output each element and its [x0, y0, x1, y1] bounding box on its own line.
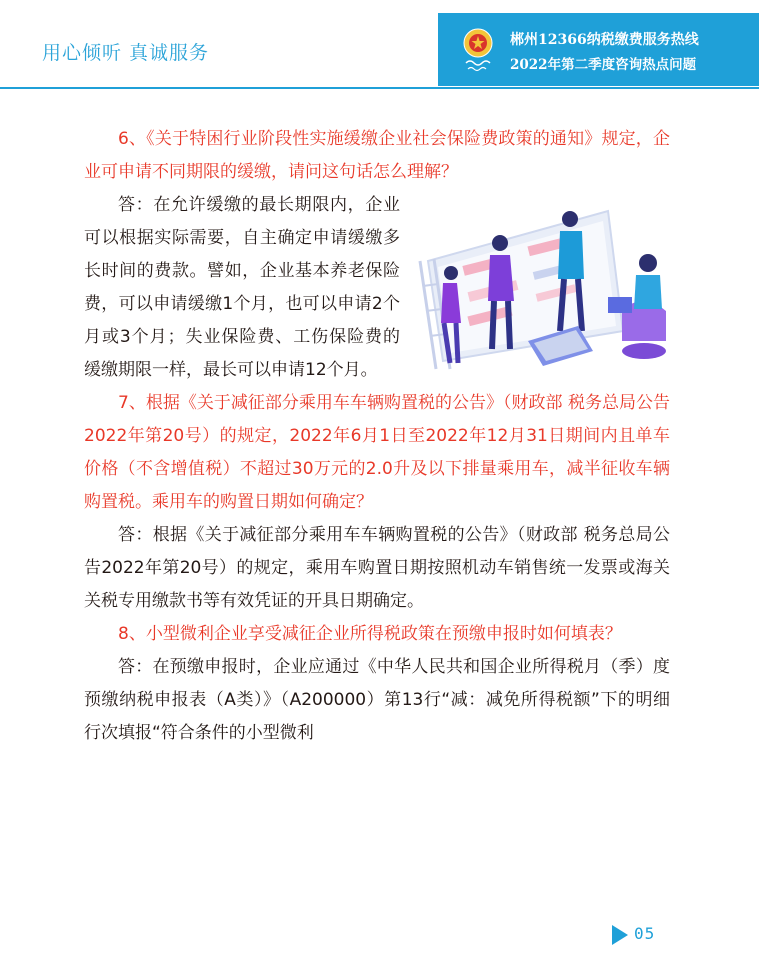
page-arrow-icon [612, 925, 628, 945]
team-illustration [408, 201, 680, 371]
answer-8: 答：在预缴申报时，企业应通过《中华人民共和国企业所得税月（季）度预缴纳税申报表（A类）》（A200000）第13行“减：减免所得税额”下的明细行次填报“符合条件的小型微利 [84, 657, 670, 743]
tax-emblem-icon [458, 25, 498, 73]
header-divider [0, 87, 759, 89]
header-title-line2: 2022年第二季度咨询热点问题 [510, 57, 697, 73]
question-6: 6、《关于特困行业阶段性实施缓缴企业社会保险费政策的通知》规定，企业可申请不同期限的缓缴，请问这句话怎么理解？ [84, 129, 670, 182]
page-number: 05 [634, 924, 656, 943]
question-8: 8、小型微利企业享受减征企业所得税政策在预缴申报时如何填表？ [118, 624, 622, 644]
qa-content [84, 123, 670, 750]
answer-6: 答：在允许缓缴的最长期限内，企业可以根据实际需要，自主确定申请缓缴多长时间的费款。譬如，企业基本养老保险费，可以申请缓缴1个月，也可以申请2个月或3个月；失业保险费、工伤保险费的缓缴期限一样，最长可以申请12个月。 [84, 195, 400, 380]
question-7: 7、根据《关于减征部分乘用车车辆购置税的公告》（财政部 税务总局公告2022年第20号）的规定，2022年6月1日至2022年12月31日期间内且单车价格（不含增值税）不超过30万元的2.0升及以下排量乘用车，减半征收车辆购置税。乘用车的购置日期如何确定？ [84, 393, 670, 512]
header-banner [438, 13, 759, 86]
header-title-line1: 郴州12366纳税缴费服务热线 [510, 32, 699, 48]
answer-7: 答：根据《关于减征部分乘用车车辆购置税的公告》（财政部 税务总局公告2022年第20号）的规定，乘用车购置日期按照机动车销售统一发票或海关关税专用缴款书等有效凭证的开具日期确定。 [84, 525, 670, 611]
header-slogan: 用心倾听 真诚服务 [42, 42, 210, 64]
